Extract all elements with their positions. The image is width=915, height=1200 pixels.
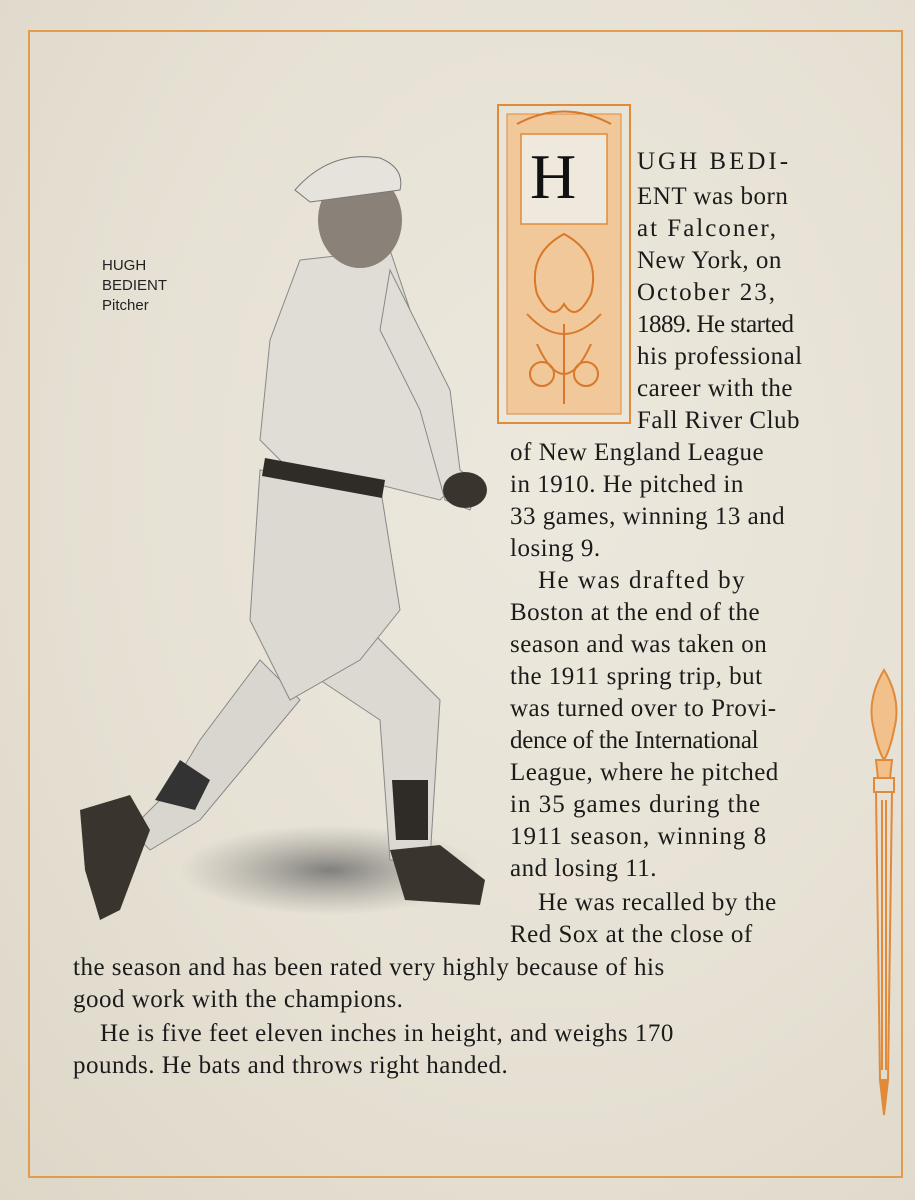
text-line: losing 9.: [510, 535, 601, 562]
text-line: at Falconer,: [637, 215, 779, 242]
text-line: pounds. He bats and throws right handed.: [73, 1052, 509, 1079]
text-line: He is five feet eleven inches in height, and weighs 170: [100, 1020, 674, 1047]
text-line: 1889. He started: [637, 311, 794, 338]
dropcap-letter: H: [530, 141, 577, 212]
text-line: season and was taken on: [510, 631, 768, 658]
text-line: the season and has been rated very highly because of his: [73, 954, 665, 981]
caption-name-line1: HUGH: [102, 257, 147, 274]
text-line: and losing 11.: [510, 855, 658, 882]
text-line: dence of the International: [510, 727, 759, 754]
text-line: Fall River Club: [637, 407, 801, 434]
text-line: was turned over to Provi-: [510, 695, 777, 722]
text-line: in 35 games during the: [510, 791, 762, 818]
caption-name-line2: BEDIENT: [102, 277, 168, 294]
text-line: in 1910. He pitched in: [510, 471, 744, 498]
text-line: the 1911 spring trip, but: [510, 663, 763, 690]
text-line: of New England League: [510, 439, 765, 466]
text-line: Boston at the end of the: [510, 599, 761, 626]
text-line: League, where he pitched: [510, 759, 779, 786]
text-line: 1911 season, winning 8: [510, 823, 768, 850]
text-line: He was recalled by the: [538, 889, 777, 916]
caption-position: Pitcher: [102, 297, 149, 314]
photo-caption: [102, 256, 167, 316]
text-line: Red Sox at the close of: [510, 921, 753, 948]
text-line: his professional: [637, 343, 803, 370]
text-line: October 23,: [637, 279, 778, 306]
text-line: He was drafted by: [538, 567, 747, 594]
text-line: 33 games, winning 13 and: [510, 503, 786, 530]
text-line: ENT was born: [637, 183, 789, 210]
text-line: UGH BEDI-: [637, 148, 792, 175]
torch-ornament: [856, 660, 912, 1120]
text-line: good work with the champions.: [73, 986, 404, 1013]
text-line: New York, on: [637, 247, 782, 274]
text-line: career with the: [637, 375, 794, 402]
